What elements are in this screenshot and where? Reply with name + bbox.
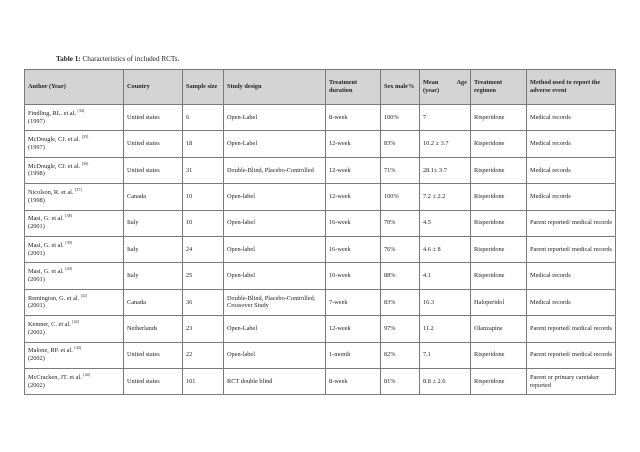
reference-number: [36] — [81, 160, 89, 166]
cell-regimen: Olanzapine — [471, 316, 527, 342]
cell-author — [25, 263, 124, 289]
cell-sex: 83% — [381, 131, 420, 157]
cell-design: Open-label — [224, 184, 326, 210]
cell-method: Medical records — [527, 184, 616, 210]
cell-regimen: Risperidone — [471, 105, 527, 131]
author-name: McDougle, CJ. et al. — [28, 162, 81, 170]
cell-design: Open-label — [224, 342, 326, 368]
header-row — [25, 70, 616, 105]
cell-regimen: Risperidone — [471, 342, 527, 368]
cell-sample: 23 — [183, 316, 224, 342]
header-age-age: Age — [456, 79, 467, 87]
cell-sex: 100% — [381, 105, 420, 131]
cell-country: United states — [124, 368, 183, 394]
author-year: (2002) — [28, 381, 45, 389]
table-row — [25, 342, 616, 368]
cell-author — [25, 289, 124, 315]
table-row — [25, 184, 616, 210]
cell-sex: 97% — [381, 316, 420, 342]
cell-country: Italy — [124, 236, 183, 262]
cell-method: Parent or primary caretaker reported — [527, 368, 616, 394]
cell-design: Open-label — [224, 236, 326, 262]
table-row — [25, 131, 616, 157]
cell-design: RCT double blind — [224, 368, 326, 394]
cell-design: Open-label — [224, 210, 326, 236]
cell-author — [25, 184, 124, 210]
table-row — [25, 236, 616, 262]
cell-duration: 16-week — [326, 210, 381, 236]
cell-duration: 1-month — [326, 342, 381, 368]
reference-number: [35] — [81, 134, 89, 140]
table-row — [25, 105, 616, 131]
cell-sex: 81% — [381, 368, 420, 394]
cell-age: 8.8 ± 2.6 — [420, 368, 471, 394]
cell-sample: 24 — [183, 236, 224, 262]
author-name: McDougle, CJ. et al. — [28, 136, 81, 144]
cell-regimen: Risperidone — [471, 157, 527, 183]
reference-number: [39] — [65, 239, 72, 245]
reference-number: [40] — [65, 266, 72, 272]
author-name: Nicolson, R. et al. — [28, 189, 74, 196]
cell-regimen: Risperidone — [471, 131, 527, 157]
cell-method: Parent reported/ medical records — [527, 342, 616, 368]
header-age — [420, 70, 471, 105]
cell-duration: 8-week — [326, 368, 381, 394]
header-sex: Sex male% — [381, 70, 420, 105]
cell-duration: 12-week — [326, 316, 381, 342]
author-year: (2001) — [28, 223, 45, 231]
cell-age: 4.6 ± 8 — [420, 236, 471, 262]
cell-design: Open-Label — [224, 131, 326, 157]
table-row — [25, 157, 616, 183]
author-name: Masi, G. et al. — [28, 268, 64, 276]
cell-regimen: Risperidone — [471, 210, 527, 236]
cell-country: Italy — [124, 263, 183, 289]
author-year: (2001) — [28, 276, 45, 284]
author-year: (1998) — [28, 196, 45, 204]
cell-duration: 8-week — [326, 105, 381, 131]
reference-number: [42] — [72, 318, 80, 324]
cell-design: Double-Blind, Placebo-Controlled, Crossover Study — [224, 289, 326, 315]
author-year: (2001) — [28, 302, 45, 310]
cell-author — [25, 368, 124, 394]
author-name: Masi, G. et al. — [28, 215, 64, 223]
cell-duration: 10-week — [326, 263, 381, 289]
header-author: Author (Year) — [25, 70, 124, 105]
cell-author — [25, 236, 124, 262]
reference-number: [44] — [83, 371, 90, 377]
cell-author — [25, 105, 124, 131]
table-row — [25, 289, 616, 315]
cell-sex: 71% — [381, 157, 420, 183]
cell-author — [25, 316, 124, 342]
cell-age: 7.2 ± 2.2 — [420, 184, 471, 210]
cell-duration: 12-week — [326, 131, 381, 157]
cell-age: 11.2 — [420, 316, 471, 342]
author-name: Remington, G. et al. — [28, 294, 80, 302]
author-name: Findling, RL. et al. — [28, 109, 76, 117]
cell-sample: 10 — [183, 210, 224, 236]
cell-duration: 12-week — [326, 157, 381, 183]
cell-country: United states — [124, 157, 183, 183]
cell-sample: 18 — [183, 131, 224, 157]
cell-design: Double-Blind, Placebo-Controlled — [224, 157, 326, 183]
cell-author — [25, 342, 124, 368]
cell-age: 7.1 — [420, 342, 471, 368]
cell-age: 7 — [420, 105, 471, 131]
table-row — [25, 368, 616, 394]
cell-sex: 70% — [381, 210, 420, 236]
cell-author — [25, 210, 124, 236]
cell-method: Parent reported/ medical records — [527, 316, 616, 342]
cell-sex: 82% — [381, 342, 420, 368]
header-regimen: Treatment regimen — [471, 70, 527, 105]
cell-method: Medical records — [527, 105, 616, 131]
cell-age: 4.5 — [420, 210, 471, 236]
cell-country: United states — [124, 105, 183, 131]
cell-regimen: Risperidone — [471, 368, 527, 394]
cell-country: United states — [124, 131, 183, 157]
cell-method: Medical records — [527, 289, 616, 315]
cell-method: Medical records — [527, 131, 616, 157]
cell-regimen: Risperidone — [471, 236, 527, 262]
cell-country: Canada — [124, 289, 183, 315]
header-duration: Treatment duration — [326, 70, 381, 105]
cell-author — [25, 131, 124, 157]
characteristics-table — [24, 69, 616, 395]
cell-age: 4.1 — [420, 263, 471, 289]
header-sample: Sample size — [183, 70, 224, 105]
author-year: (1997) — [28, 117, 45, 125]
table-row — [25, 210, 616, 236]
table-row — [25, 316, 616, 342]
cell-sample: 10 — [183, 184, 224, 210]
header-age-mean: Mean — [423, 79, 439, 87]
table-caption — [56, 55, 179, 63]
cell-age: 10.2 ± 3.7 — [420, 131, 471, 157]
cell-country: Italy — [124, 210, 183, 236]
author-year: (1998) — [28, 170, 45, 178]
cell-sample: 22 — [183, 342, 224, 368]
header-country: Country — [124, 70, 183, 105]
cell-method: Medical records — [527, 157, 616, 183]
cell-sample: 6 — [183, 105, 224, 131]
cell-sex: 83% — [381, 289, 420, 315]
author-name: McCracken, JT. et al. — [28, 373, 82, 381]
cell-country: Canada — [124, 184, 183, 210]
cell-country: Netherlands — [124, 316, 183, 342]
cell-country: United states — [124, 342, 183, 368]
cell-regimen: Haloperidol — [471, 289, 527, 315]
author-year: (1997) — [28, 144, 45, 152]
cell-duration: 7-week — [326, 289, 381, 315]
header-design: Study design — [224, 70, 326, 105]
cell-sample: 101 — [183, 368, 224, 394]
table-row — [25, 263, 616, 289]
header-method: Method used to report the adverse event — [527, 70, 616, 105]
reference-number: [37] — [75, 186, 82, 192]
cell-sample: 31 — [183, 157, 224, 183]
cell-sex: 100% — [381, 184, 420, 210]
author-year: (2002) — [28, 328, 45, 336]
cell-sex: 76% — [381, 236, 420, 262]
cell-age: 16.3 — [420, 289, 471, 315]
cell-design: Open-Label — [224, 316, 326, 342]
cell-age: 28.1± 3.7 — [420, 157, 471, 183]
reference-number: [38] — [65, 213, 72, 219]
cell-regimen: Risperidone — [471, 263, 527, 289]
cell-author — [25, 157, 124, 183]
reference-number: [41] — [80, 292, 88, 298]
cell-sex: 88% — [381, 263, 420, 289]
author-year: (2002) — [28, 355, 45, 363]
reference-number: [34] — [77, 107, 85, 113]
cell-sample: 36 — [183, 289, 224, 315]
cell-method: Parent reported/ medical records — [527, 236, 616, 262]
header-age-unit: (year) — [423, 87, 440, 94]
caption-text: Characteristics of included RCTs. — [80, 55, 180, 63]
cell-method: Parent reported/ medical records — [527, 210, 616, 236]
table-body — [25, 105, 616, 395]
author-year: (2001) — [28, 249, 45, 257]
cell-regimen: Risperidone — [471, 184, 527, 210]
reference-number: [43] — [74, 345, 82, 351]
cell-method: Medical records — [527, 263, 616, 289]
cell-design: Open-label — [224, 263, 326, 289]
cell-sample: 25 — [183, 263, 224, 289]
cell-duration: 16-week — [326, 236, 381, 262]
cell-duration: 12-week — [326, 184, 381, 210]
caption-label: Table 1: — [56, 55, 81, 63]
cell-design: Open-Label — [224, 105, 326, 131]
author-name: Masi, G. et al. — [28, 241, 64, 249]
author-name: Kemner, C. et al. — [28, 320, 71, 328]
author-name: Malone, RP. et al. — [28, 347, 73, 355]
